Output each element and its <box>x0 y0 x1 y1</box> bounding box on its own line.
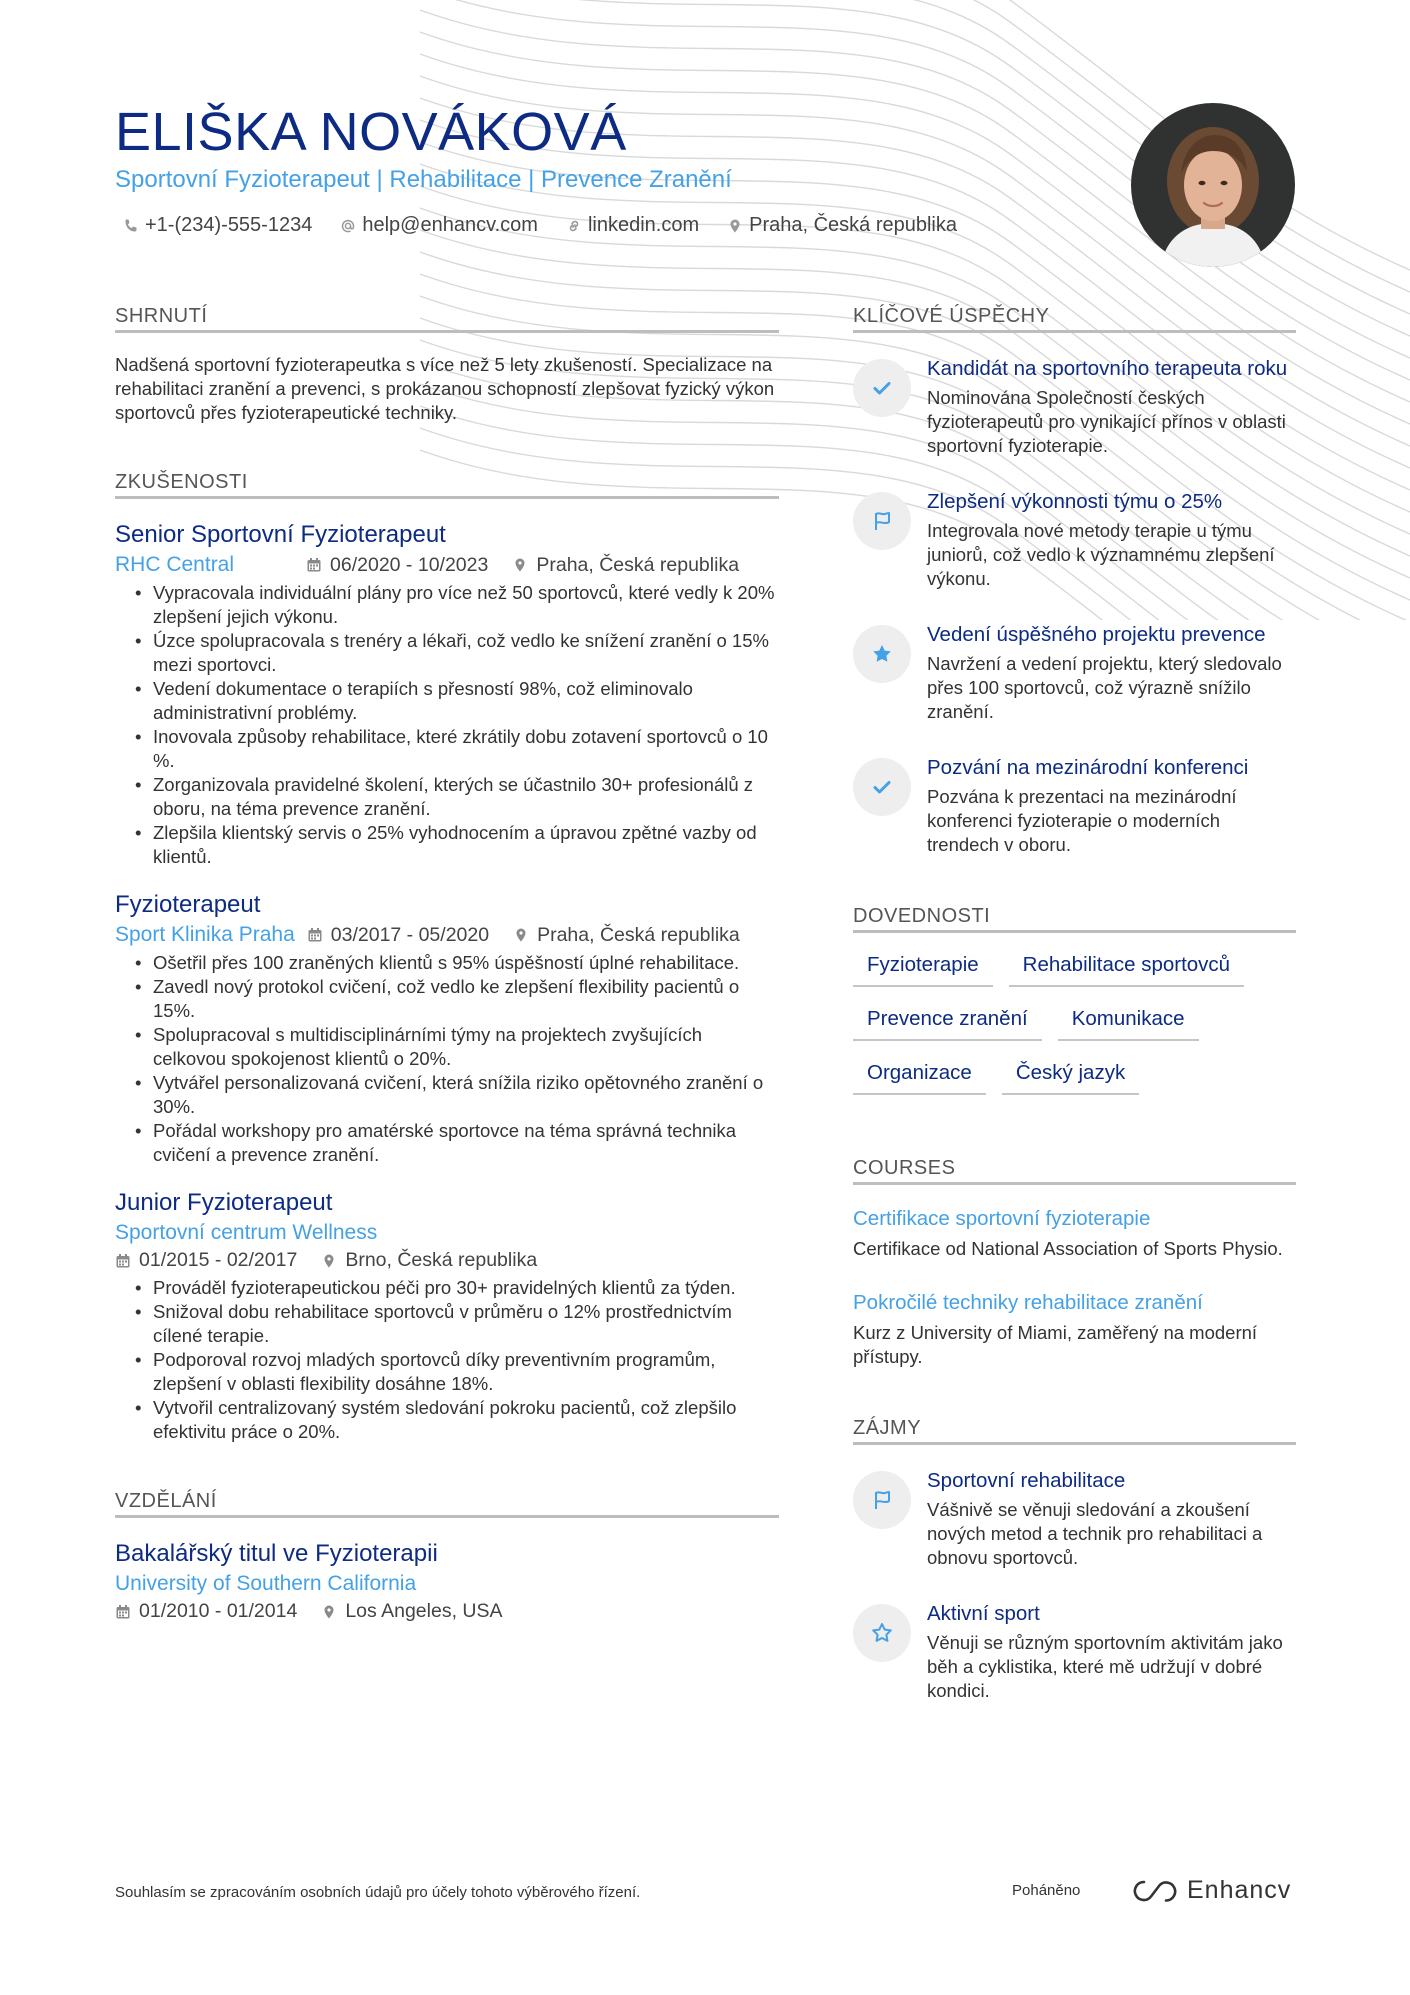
bullet-item: • Podporoval rozvoj mladých sportovců díky preventivním programům, zlepšení v oblasti flexibility dosáhne 18%. <box>135 1348 779 1396</box>
interest-item <box>853 1600 1296 1703</box>
left-column <box>115 305 779 1623</box>
achievement-desc: Pozvána k prezentaci na mezinárodní konferenci fyzioterapie o moderních trendech v oboru. <box>927 786 1237 855</box>
job-entry <box>115 521 779 869</box>
achievement-title: Vedení úspěšného projektu prevence <box>927 623 1266 646</box>
calendar-icon <box>307 927 323 943</box>
bullet-item: • Zorganizovala pravidelné školení, kterých se účastnilo 30+ profesionálů z oboru, na téma prevence zranění. <box>135 773 779 821</box>
contact-phone-text: +1-(234)-555-1234 <box>145 214 313 236</box>
summary-text: Nadšená sportovní fyzioterapeutka s více než 5 lety zkušeností. Specializace na rehabilitaci zranění a prevenci, s prokázanou schopností zlepšovat fyzický výkon sportovců přes fyzioterapeutické techniky. <box>115 354 775 423</box>
candidate-name: ELIŠKA NOVÁKOVÁ <box>115 102 627 162</box>
infinity-logo-icon <box>1131 1878 1179 1904</box>
bullet-item: • Zlepšila klientský servis o 25% vyhodnocením a úpravou zpětné vazby od klientů. <box>135 821 779 869</box>
education-heading: VZDĚLÁNÍ <box>115 1490 779 1518</box>
bullet-item: • Úzce spolupracovala s trenéry a lékaři, což vedlo ke snížení zranění o 15% mezi sportovci. <box>135 629 779 677</box>
achievement-title: Zlepšení výkonnosti týmu o 25% <box>927 490 1223 513</box>
job-entry <box>115 1189 779 1444</box>
brand-name: Enhancv <box>1187 1876 1292 1904</box>
achievement-title: Pozvání na mezinárodní konferenci <box>927 756 1249 779</box>
achievement-desc: Integrovala nové metody terapie u týmu juniorů, což vedlo k významnému zlepšení výkonu. <box>927 520 1275 589</box>
interest-item <box>853 1467 1296 1570</box>
job-title: Junior Fyzioterapeut <box>115 1189 333 1216</box>
achievement-item <box>853 355 1296 458</box>
skill-tag: Fyzioterapie <box>853 947 993 987</box>
check-icon <box>853 758 911 816</box>
company-name: Sport Klinika Praha <box>115 923 295 946</box>
job-location: Praha, Česká republika <box>537 923 740 946</box>
achievement-item <box>853 488 1296 591</box>
bullet-item: • Vypracovala individuální plány pro více než 50 sportovců, které vedly k 20% zlepšení jejich výkonu. <box>135 581 779 629</box>
job-dates: 03/2017 - 05/2020 <box>330 923 490 946</box>
skill-tag: Prevence zranění <box>853 1001 1042 1041</box>
interest-title: Aktivní sport <box>927 1602 1040 1625</box>
contact-email-text: help@enhancv.com <box>362 214 538 236</box>
bullet-item: • Ošetřil přes 100 zraněných klientů s 95% úspěšností úplné rehabilitace. <box>135 951 779 975</box>
check-icon <box>853 359 911 417</box>
calendar-icon <box>115 1604 131 1620</box>
skill-tag: Rehabilitace sportovců <box>1009 947 1244 987</box>
skill-tag: Český jazyk <box>1002 1055 1139 1095</box>
job-bullets <box>115 1276 779 1444</box>
skill-tag: Komunikace <box>1058 1001 1199 1041</box>
link-icon <box>566 218 582 234</box>
contact-linkedin[interactable] <box>566 214 699 237</box>
location-icon <box>512 557 528 573</box>
bullet-item: • Prováděl fyzioterapeutickou péči pro 30+ pravidelných klientů za týden. <box>135 1276 779 1300</box>
interests-heading: ZÁJMY <box>853 1417 1296 1445</box>
location-icon <box>727 218 743 234</box>
course-title: Certifikace sportovní fyzioterapie <box>853 1207 1151 1230</box>
achievement-item <box>853 621 1296 724</box>
bullet-item: • Vytvářel personalizovaná cvičení, která snížila riziko opětovného zranění o 30%. <box>135 1071 779 1119</box>
job-title: Senior Sportovní Fyzioterapeut <box>115 521 446 548</box>
job-dates: 01/2015 - 02/2017 <box>139 1249 298 1271</box>
school-name: University of Southern California <box>115 1572 417 1595</box>
education-dates: 01/2010 - 01/2014 <box>139 1600 298 1622</box>
candidate-subtitle: Sportovní Fyzioterapeut | Rehabilitace | Prevence Zranění <box>115 166 732 193</box>
bullet-item: • Vedení dokumentace o terapiích s přesností 98%, což eliminovalo administrativní problémy. <box>135 677 779 725</box>
course-desc: Certifikace od National Association of Sports Physio. <box>853 1238 1283 1259</box>
bullet-item: • Zavedl nový protokol cvičení, což vedlo ke zlepšení flexibility pacientů o 15%. <box>135 975 779 1023</box>
star-outline-icon <box>853 1604 911 1662</box>
company-name: Sportovní centrum Wellness <box>115 1221 378 1244</box>
flag-icon <box>853 1471 911 1529</box>
flag-icon <box>853 492 911 550</box>
contact-location-text: Praha, Česká republika <box>749 214 957 236</box>
enhancv-logo[interactable] <box>1131 1876 1291 1905</box>
at-icon <box>340 218 356 234</box>
skills-list <box>853 947 1296 1109</box>
job-title: Fyzioterapeut <box>115 891 261 918</box>
contact-linkedin-text: linkedin.com <box>587 214 700 236</box>
location-icon <box>513 927 529 943</box>
phone-icon <box>123 218 139 234</box>
bullet-item: • Inovovala způsoby rehabilitace, které zkrátily dobu zotavení sportovců o 10 %. <box>135 725 779 773</box>
star-icon <box>853 625 911 683</box>
right-column <box>853 305 1296 1703</box>
course-title: Pokročilé techniky rehabilitace zranění <box>853 1291 1203 1314</box>
contact-bar <box>123 214 985 237</box>
consent-text: Souhlasím se zpracováním osobních údajů pro účely tohoto výběrového řízení. <box>115 1884 641 1901</box>
location-icon <box>321 1604 337 1620</box>
bullet-item: • Vytvořil centralizovaný systém sledování pokroku pacientů, což zlepšilo efektivitu práce o 20%. <box>135 1396 779 1444</box>
job-location: Praha, Česká republika <box>536 553 740 576</box>
job-location: Brno, Česká republika <box>345 1249 538 1271</box>
courses-heading: COURSES <box>853 1157 1296 1185</box>
bullet-item: • Snižoval dobu rehabilitace sportovců v průměru o 12% prostřednictvím cílené terapie. <box>135 1300 779 1348</box>
bullet-item: • Pořádal workshopy pro amatérské sportovce na téma správná technika cvičení a prevence zranění. <box>135 1119 779 1167</box>
contact-email[interactable] <box>340 214 538 237</box>
job-entry <box>115 891 779 1167</box>
powered-by-label: Poháněno <box>1012 1882 1081 1899</box>
interest-desc: Vášnivě se věnuji sledování a zkoušení nových metod a technik pro rehabilitaci a obnovu sportovců. <box>927 1499 1263 1568</box>
job-bullets <box>115 581 779 869</box>
achievement-desc: Navržení a vedení projektu, který sledovalo přes 100 sportovců, což výrazně snížilo zranění. <box>927 653 1282 722</box>
degree-title: Bakalářský titul ve Fyzioterapii <box>115 1540 438 1567</box>
achievements-heading: KLÍČOVÉ ÚSPĚCHY <box>853 305 1296 333</box>
company-name: RHC Central <box>115 553 235 576</box>
contact-phone[interactable] <box>123 214 312 237</box>
achievement-title: Kandidát na sportovního terapeuta roku <box>927 357 1288 380</box>
experience-heading: ZKUŠENOSTI <box>115 471 779 499</box>
education-location: Los Angeles, USA <box>345 1600 503 1622</box>
achievement-item <box>853 754 1296 857</box>
job-dates: 06/2020 - 10/2023 <box>330 553 489 576</box>
achievement-desc: Nominována Společností českých fyzioterapeutů pro vynikající přínos v oblasti sportovní fyzioterapie. <box>927 387 1286 456</box>
calendar-icon <box>306 557 322 573</box>
contact-location <box>727 214 957 237</box>
skills-heading: DOVEDNOSTI <box>853 905 1296 933</box>
job-bullets <box>115 951 779 1167</box>
summary-heading: SHRNUTÍ <box>115 305 779 333</box>
calendar-icon <box>115 1253 131 1269</box>
interest-desc: Věnuji se různým sportovním aktivitám jako běh a cyklistika, které mě udržují v dobré kondici. <box>927 1632 1283 1701</box>
interest-title: Sportovní rehabilitace <box>927 1469 1126 1492</box>
course-desc: Kurz z University of Miami, zaměřený na moderní přístupy. <box>853 1322 1258 1367</box>
location-icon <box>321 1253 337 1269</box>
profile-photo <box>1131 103 1295 267</box>
skill-tag: Organizace <box>853 1055 986 1095</box>
bullet-item: • Spolupracoval s multidisciplinárními týmy na projektech zvyšujících celkovou spokojenost klientů o 20%. <box>135 1023 779 1071</box>
